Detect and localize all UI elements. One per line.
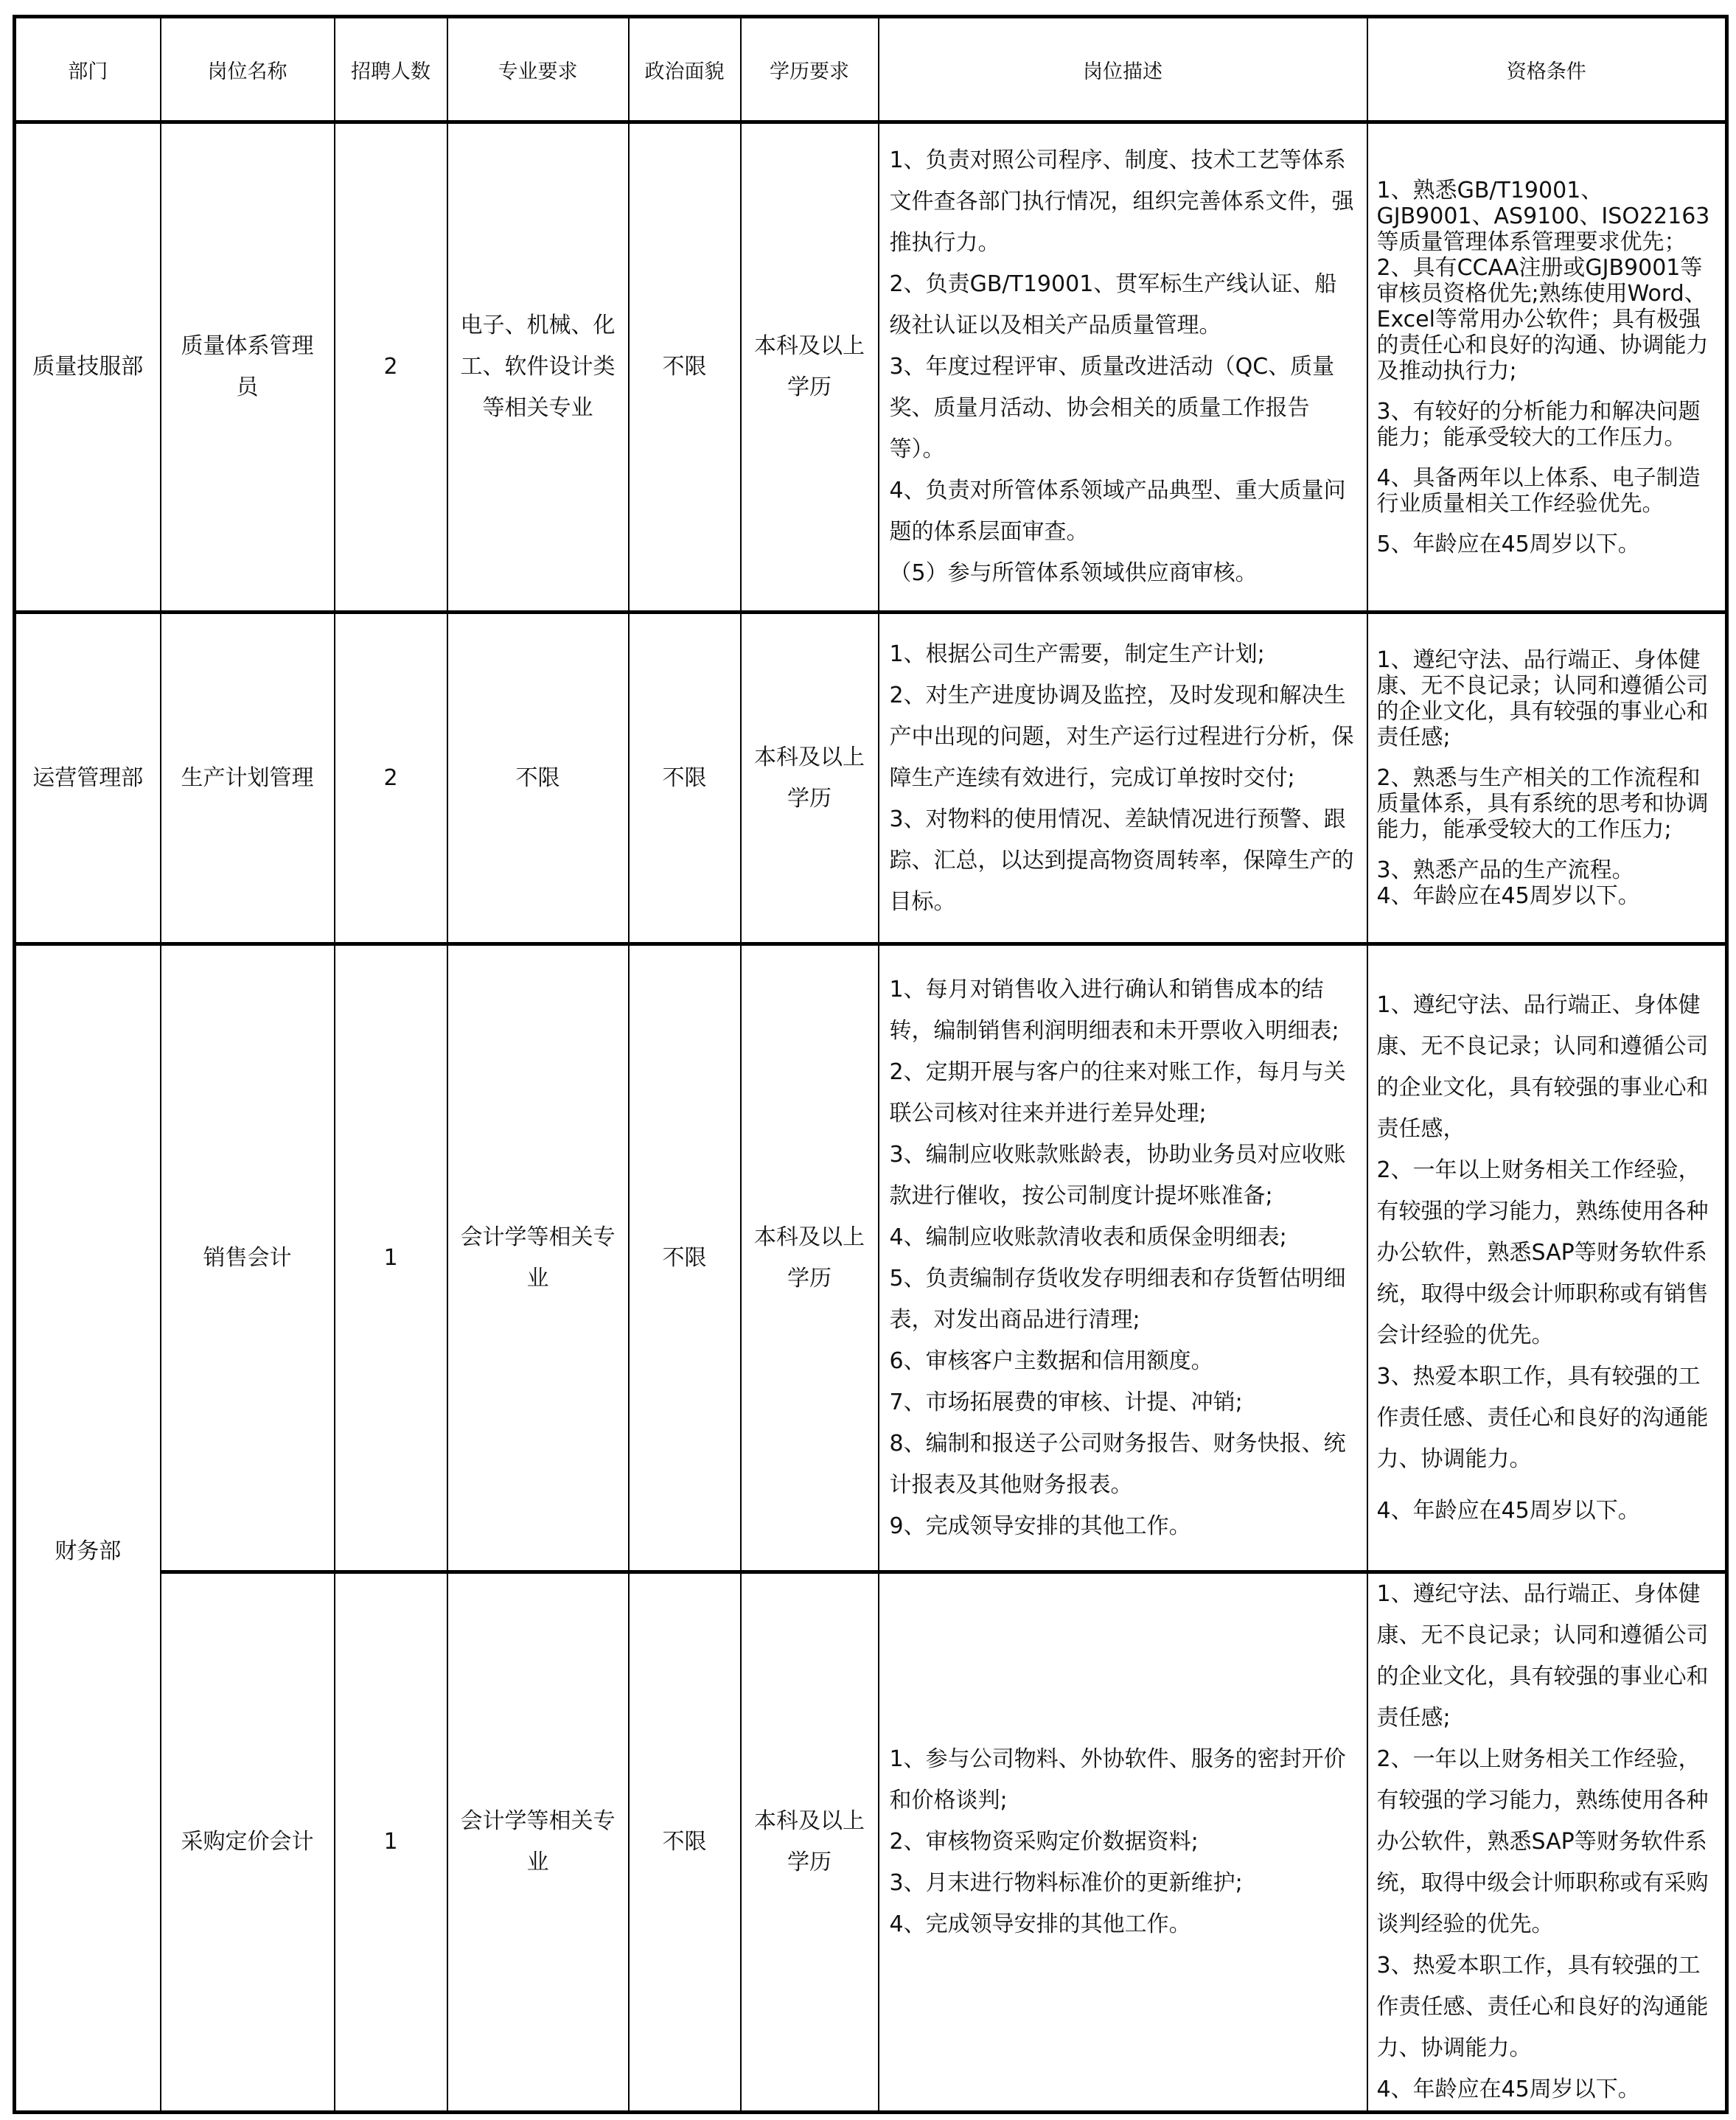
- description-item: 5、负责编制存货收发存明细表和存货暂估明细表，对发出商品进行清理;: [889, 1265, 1346, 1333]
- description-item: 4、负责对所管体系领域产品典型、重大质量问题的体系层面审查。: [889, 478, 1346, 545]
- cell-count: 2: [335, 613, 447, 944]
- cell-education: 本科及以上学历: [741, 944, 879, 1572]
- cell-department: 运营管理部: [15, 613, 161, 944]
- qualification-item: 4、年龄应在45周岁以下。: [1376, 1497, 1640, 1524]
- description-item: 9、完成领导安排的其他工作。: [889, 1513, 1191, 1539]
- description-item: 4、完成领导安排的其他工作。: [889, 1911, 1191, 1937]
- cell-qualifications: [1367, 1572, 1727, 2113]
- cell-major: 电子、机械、化工、软件设计类等相关专业: [447, 122, 629, 613]
- description-item: 4、编制应收账款清收表和质保金明细表;: [889, 1224, 1287, 1250]
- cell-description: [879, 944, 1367, 1572]
- description-item: 6、审核客户主数据和信用额度。: [889, 1347, 1213, 1374]
- cell-position: 生产计划管理: [161, 613, 335, 944]
- qualification-item: 2、一年以上财务相关工作经验，有较强的学习能力，熟练使用各种办公软件，熟悉SAP等财务软件系统，取得中级会计师职称或有销售会计经验的优先。: [1376, 1157, 1709, 1348]
- qualification-item: 3、有较好的分析能力和解决问题能力；能承受较大的工作压力。: [1376, 398, 1701, 450]
- cell-qualifications: [1367, 944, 1727, 1572]
- cell-description: [879, 1572, 1367, 2113]
- cell-count: 1: [335, 1572, 447, 2113]
- qualification-item: 4、年龄应在45周岁以下。: [1376, 883, 1640, 909]
- header-department: 部门: [15, 17, 161, 122]
- description-item: 3、编制应收账款账龄表，协助业务员对应收账款进行催收，按公司制度计提坏账准备;: [889, 1141, 1346, 1209]
- qualification-item: 5、年龄应在45周岁以下。: [1376, 531, 1640, 557]
- cell-count: 1: [335, 944, 447, 1572]
- description-item: 2、对生产进度协调及监控，及时发现和解决生产中出现的问题，对生产运行过程进行分析，保障生产连续有效进行，完成订单按时交付;: [889, 682, 1354, 791]
- qualification-item: 1、遵纪守法、品行端正、身体健康、无不良记录；认同和遵循公司的企业文化，具有较强的事业心和责任感，: [1376, 991, 1709, 1142]
- qualification-item: 1、遵纪守法、品行端正、身体健康、无不良记录；认同和遵循公司的企业文化，具有较强的事业心和责任感;: [1376, 1581, 1709, 1731]
- description-item: 1、根据公司生产需要，制定生产计划;: [889, 641, 1265, 667]
- recruitment-table: [13, 15, 1729, 2114]
- cell-department: 财务部: [15, 944, 161, 2113]
- description-item: （5）参与所管体系领域供应商审核。: [889, 560, 1258, 586]
- cell-education: 本科及以上学历: [741, 1572, 879, 2113]
- cell-description: [879, 122, 1367, 613]
- description-item: 2、审核物资采购定价数据资料;: [889, 1829, 1199, 1855]
- qualification-item: 2、一年以上财务相关工作经验，有较强的学习能力，熟练使用各种办公软件，熟悉SAP等财务软件系统，取得中级会计师职称或有采购谈判经验的优先。: [1376, 1746, 1709, 1937]
- header-education: 学历要求: [741, 17, 879, 122]
- description-item: 3、对物料的使用情况、差缺情况进行预警、跟踪、汇总，以达到提高物资周转率，保障生产的目标。: [889, 806, 1354, 915]
- table-row: [15, 122, 1727, 613]
- header-qualifications: 资格条件: [1367, 17, 1727, 122]
- description-item: 7、市场拓展费的审核、计提、冲销;: [889, 1389, 1243, 1415]
- cell-major: 会计学等相关专业: [447, 944, 629, 1572]
- cell-education: 本科及以上学历: [741, 122, 879, 613]
- cell-qualifications: [1367, 122, 1727, 613]
- description-item: 2、负责GB/T19001、贯军标生产线认证、船级社认证以及相关产品质量管理。: [889, 271, 1337, 338]
- description-item: 3、年度过程评审、质量改进活动（QC、质量奖、质量月活动、协会相关的质量工作报告等）。: [889, 354, 1335, 462]
- description-item: 8、编制和报送子公司财务报告、财务快报、统计报表及其他财务报表。: [889, 1430, 1346, 1498]
- header-position: 岗位名称: [161, 17, 335, 122]
- header-count: 招聘人数: [335, 17, 447, 122]
- cell-position: 质量体系管理员: [161, 122, 335, 613]
- qualification-item: 4、具备两年以上体系、电子制造行业质量相关工作经验优先。: [1376, 464, 1701, 517]
- header-political: 政治面貌: [629, 17, 741, 122]
- cell-political: 不限: [629, 613, 741, 944]
- cell-position: 采购定价会计: [161, 1572, 335, 2113]
- qualification-item: 2、熟悉与生产相关的工作流程和质量体系，具有系统的思考和协调能力，能承受较大的工作压力;: [1376, 765, 1709, 843]
- qualification-item: 4、年龄应在45周岁以下。: [1376, 2077, 1640, 2102]
- table-row: [15, 613, 1727, 944]
- description-item: 2、定期开展与客户的往来对账工作，每月与关联公司核对往来并进行差异处理;: [889, 1059, 1346, 1126]
- cell-position: 销售会计: [161, 944, 335, 1572]
- qualification-item: 1、遵纪守法、品行端正、身体健康、无不良记录；认同和遵循公司的企业文化，具有较强的事业心和责任感;: [1376, 647, 1709, 750]
- cell-department: 质量技服部: [15, 122, 161, 613]
- cell-political: 不限: [629, 122, 741, 613]
- cell-major: 不限: [447, 613, 629, 944]
- header-major: 专业要求: [447, 17, 629, 122]
- header-description: 岗位描述: [879, 17, 1367, 122]
- qualification-item: 1、熟悉GB/T19001、GJB9001、AS9100、ISO22163等质量管理体系管理要求优先； 2、具有CCAA注册或GJB9001等审核员资格优先;熟练使用Word、Excel等常用办公软件；具有极强的责任心和良好的沟通、协调能力及推动执行力;: [1376, 177, 1710, 384]
- cell-description: [879, 613, 1367, 944]
- qualification-item: 3、熟悉产品的生产流程。: [1376, 857, 1634, 883]
- table-row: [15, 944, 1727, 1572]
- cell-political: 不限: [629, 1572, 741, 2113]
- description-item: 3、月末进行物料标准价的更新维护;: [889, 1870, 1243, 1896]
- qualification-item: 3、热爱本职工作，具有较强的工作责任感、责任心和良好的沟通能力、协调能力。: [1376, 1953, 1709, 2061]
- qualification-item: 3、热爱本职工作，具有较强的工作责任感、责任心和良好的沟通能力、协调能力。: [1376, 1363, 1709, 1472]
- description-item: 1、参与公司物料、外协软件、服务的密封开价和价格谈判;: [889, 1746, 1346, 1813]
- cell-count: 2: [335, 122, 447, 613]
- cell-political: 不限: [629, 944, 741, 1572]
- table-row: [15, 1572, 1727, 2113]
- header-row: [15, 17, 1727, 122]
- cell-major: 会计学等相关专业: [447, 1572, 629, 2113]
- cell-education: 本科及以上学历: [741, 613, 879, 944]
- description-item: 1、每月对销售收入进行确认和销售成本的结转，编制销售利润明细表和未开票收入明细表;: [889, 976, 1339, 1044]
- description-item: 1、负责对照公司程序、制度、技术工艺等体系文件查各部门执行情况，组织完善体系文件，强推执行力。: [889, 147, 1354, 256]
- cell-qualifications: [1367, 613, 1727, 944]
